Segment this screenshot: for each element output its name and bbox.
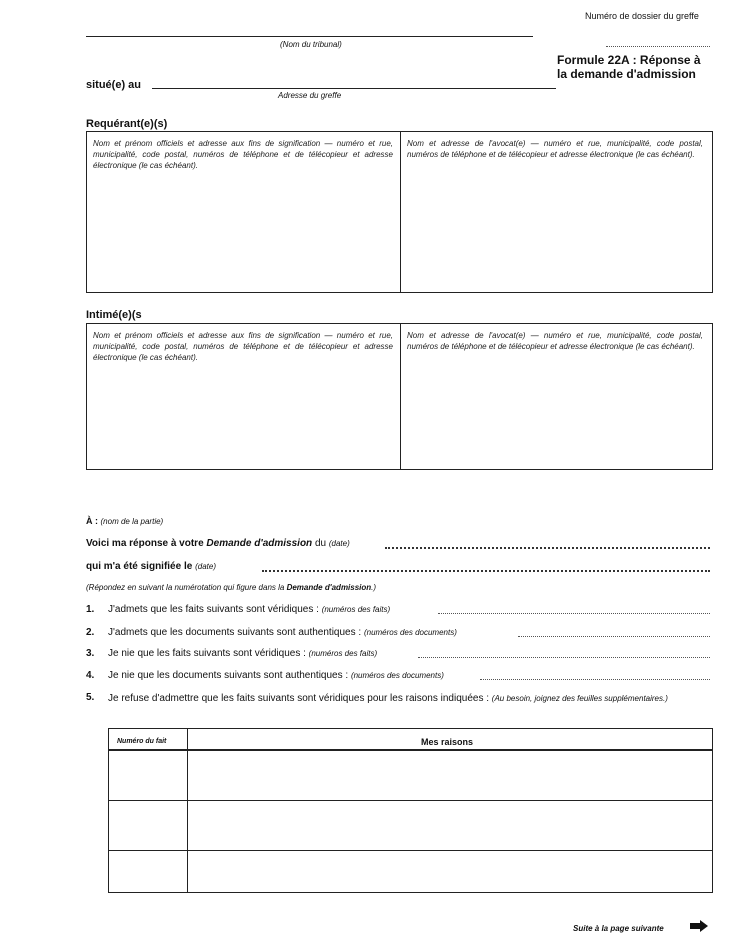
reason-cell-3[interactable] — [188, 851, 712, 892]
form-title-line1: Formule 22A : Réponse à — [557, 53, 701, 67]
to-party-line[interactable] — [86, 516, 163, 526]
item-1-text — [108, 604, 390, 615]
item-1-hint: (numéros des faits) — [321, 605, 391, 614]
item-3-text — [108, 648, 377, 659]
court-name-line[interactable] — [86, 36, 533, 37]
item-4-hint: (numéros des documents) — [350, 671, 444, 680]
applicants-divider — [400, 132, 401, 292]
served-line — [86, 561, 216, 572]
form-title — [557, 53, 701, 81]
registry-number-label: Numéro de dossier du greffe — [585, 11, 699, 21]
item-3-field[interactable] — [418, 657, 710, 658]
to-label: À : — [86, 516, 98, 526]
court-name-caption: (Nom du tribunal) — [280, 40, 342, 49]
registry-address-line[interactable] — [152, 88, 556, 89]
item-2-text — [108, 627, 457, 638]
located-at-label: situé(e) au — [86, 79, 142, 91]
item-5-hint: (Au besoin, joignez des feuilles supplémentaires.) — [491, 694, 668, 703]
item-5-label: Je refuse d'admettre que les faits suivants sont véridiques pour les raisons indiquées : — [108, 693, 492, 704]
item-5-text — [108, 692, 713, 705]
respondent-lawyer-cell[interactable]: Nom et adresse de l'avocat(e) — numéro et rue, municipalité, code postal, numéros de téléphone et de télécopieur et adresse électronique (le cas échéant). — [407, 331, 703, 351]
to-hint: (nom de la partie) — [100, 517, 164, 526]
item-4-field[interactable] — [480, 679, 710, 680]
item-2-label: J'admets que les documents suivants sont authentiques : — [108, 627, 364, 638]
fact-number-cell-3[interactable] — [109, 851, 187, 892]
applicants-heading: Requérant(e)(s) — [86, 118, 168, 130]
served-date-hint: (date) — [195, 562, 216, 571]
arrow-right-icon — [690, 920, 708, 932]
my-reasons-header: Mes raisons — [421, 737, 474, 747]
item-2-field[interactable] — [518, 636, 710, 637]
fact-number-header: Numéro du fait — [117, 738, 167, 745]
item-1-field[interactable] — [438, 613, 710, 614]
item-4-text — [108, 670, 444, 681]
respondents-table — [86, 323, 713, 470]
respondent-name-address-cell[interactable]: Nom et prénom officiels et adresse aux fins de signification — numéro et rue, municipalité, code postal, numéros de téléphone et de télécopieur et adresse électronique (le cas échéant). — [93, 331, 393, 362]
item-3-hint: (numéros des faits) — [308, 649, 378, 658]
reply-line — [86, 538, 350, 549]
form-title-line2: la demande d'admission — [557, 67, 696, 81]
numbering-instruction — [86, 583, 376, 592]
item-1-number: 1. — [86, 604, 95, 615]
instruction-request-title: Demande d'admission — [286, 583, 372, 592]
item-4-label: Je nie que les documents suivants sont authentiques : — [108, 670, 351, 681]
item-4-number: 4. — [86, 670, 95, 681]
item-2-number: 2. — [86, 627, 95, 638]
reply-text: Voici ma réponse à votre — [86, 538, 207, 549]
item-5-number: 5. — [86, 692, 95, 703]
reply-du: du — [312, 538, 329, 549]
reply-date-field[interactable] — [385, 547, 710, 549]
request-title: Demande d'admission — [206, 538, 313, 549]
item-2-hint: (numéros des documents) — [363, 628, 457, 637]
continued-label: Suite à la page suivante — [573, 924, 664, 933]
item-3-number: 3. — [86, 648, 95, 659]
reply-date-hint: (date) — [328, 539, 350, 548]
reason-cell-2[interactable] — [188, 801, 712, 850]
applicant-lawyer-cell[interactable]: Nom et adresse de l'avocat(e) — numéro et rue, municipalité, code postal, numéros de téléphone et de télécopieur et adresse électronique (le cas échéant). — [407, 139, 703, 159]
instruction-prefix: (Répondez en suivant la numérotation qui figure dans la — [86, 583, 287, 592]
applicants-table — [86, 131, 713, 293]
respondents-divider — [400, 324, 401, 469]
fact-number-cell-1[interactable] — [109, 751, 187, 800]
registry-address-caption: Adresse du greffe — [278, 91, 342, 100]
registry-number-field[interactable] — [606, 46, 710, 47]
reason-cell-1[interactable] — [188, 751, 712, 800]
served-text: qui m'a été signifiée le — [86, 561, 196, 572]
item-1-label: J'admets que les faits suivants sont véridiques : — [108, 604, 322, 615]
reasons-table — [108, 728, 713, 893]
item-3-label: Je nie que les faits suivants sont véridiques : — [108, 648, 309, 659]
respondents-heading: Intimé(e)(s — [86, 309, 142, 321]
served-date-field[interactable] — [262, 570, 710, 572]
instruction-suffix: .) — [371, 583, 377, 592]
applicant-name-address-cell[interactable]: Nom et prénom officiels et adresse aux fins de signification — numéro et rue, municipalité, code postal, numéros de téléphone et de télécopieur et adresse électronique (le cas échéant). — [93, 139, 393, 170]
fact-number-cell-2[interactable] — [109, 801, 187, 850]
